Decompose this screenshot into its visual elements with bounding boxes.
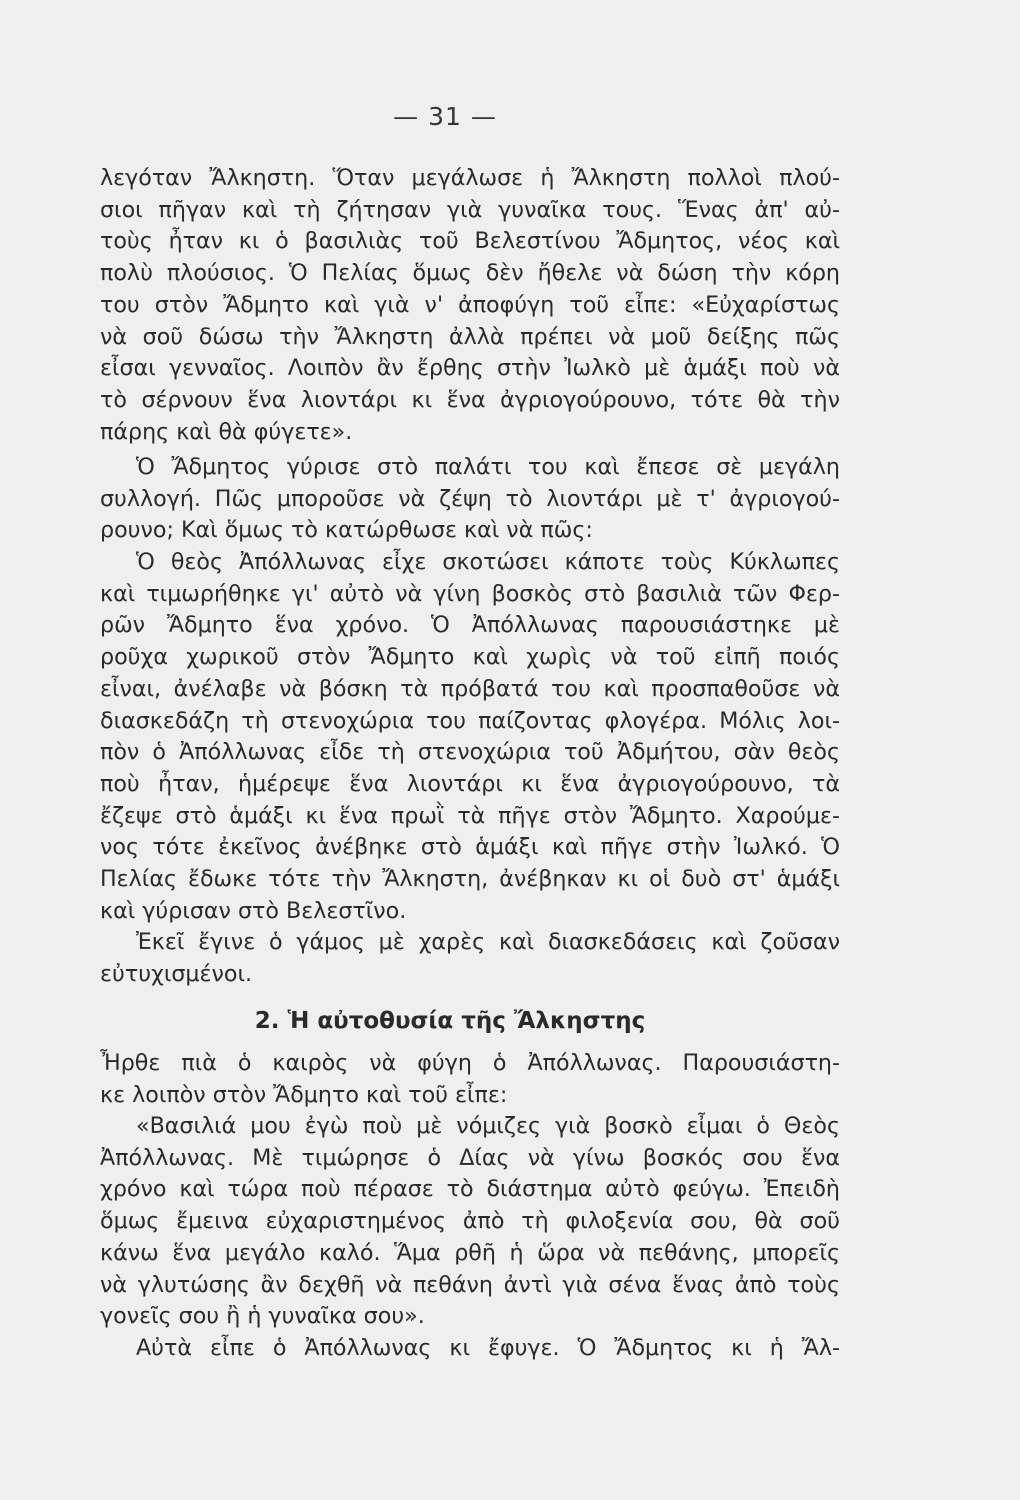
text-line: ποὺ ἦταν, ἡμέρεψε ἕνα λιοντάρι κι ἕνα ἀγριογούρουνο, τὰ [100,770,840,797]
text-line: Αὐτὰ εἶπε ὁ Ἀπόλλωνας κι ἔφυγε. Ὁ Ἄδμητος κι ἡ Ἄλ- [136,1335,840,1361]
text-line: νὰ σοῦ δώσω τὴν Ἄλκηστη ἀλλὰ πρέπει νὰ μοῦ δείξης πῶς [100,323,840,350]
text-line: χρόνο καὶ τώρα ποὺ πέρασε τὸ διάστημα αὐτὸ φεύγω. Ἐπειδὴ [100,1176,840,1203]
paragraph-4 [100,927,840,990]
text-line: πάρης καὶ θὰ φύγετε». [100,418,353,445]
paragraph-3 [100,547,840,927]
page-number: — 31 — [393,102,497,131]
text-line: ροῦχα χωρικοῦ στὸν Ἄδμητο καὶ χωρὶς νὰ τοῦ εἰπῆ ποιός [100,644,840,671]
paragraph-7 [100,1333,840,1365]
text-line: ἔζεψε στὸ ἁμάξι κι ἕνα πρωῒ τὰ πῆγε στὸν Ἄδμητο. Χαρούμε- [100,802,840,829]
text-line: πὸν ὁ Ἀπόλλωνας εἶδε τὴ στενοχώρια τοῦ Ἀδμήτου, σὰν θεὸς [100,739,840,766]
text-line: «Βασιλιά μου ἐγὼ ποὺ μὲ νόμιζες γιὰ βοσκὸ εἶμαι ὁ Θεὸς [136,1113,840,1139]
text-line: Ἀπόλλωνας. Μὲ τιμώρησε ὁ Δίας νὰ γίνω βοσκός σου ἕνα [100,1144,840,1171]
text-line: Ἐκεῖ ἔγινε ὁ γάμος μὲ χαρὲς καὶ διασκεδάσεις καὶ ζοῦσαν [136,929,840,955]
text-line: Ὁ Ἄδμητος γύρισε στὸ παλάτι του καὶ ἔπεσε σὲ μεγάλη [136,454,840,480]
paragraph-6 [100,1111,840,1333]
section-heading: 2. Ἡ αὐτοθυσία τῆς Ἄλκηστης [254,1008,646,1034]
text-line: καὶ γύρισαν στὸ Βελεστῖνο. [100,897,407,924]
text-line: ρῶν Ἄδμητο ἕνα χρόνο. Ὁ Ἀπόλλωνας παρουσιάστηκε μὲ [100,612,840,639]
text-line: εἶσαι γενναῖος. Λοιπὸν ἂν ἔρθης στὴν Ἰωλκὸ μὲ ἁμάξι ποὺ νὰ [100,355,840,382]
text-line: Πελίας ἔδωκε τότε τὴν Ἄλκηστη, ἀνέβηκαν κι οἱ δυὸ στ' ἁμάξι [100,866,840,893]
text-line: του στὸν Ἄδμητο καὶ γιὰ ν' ἀποφύγη τοῦ εἶπε: «Εὐχαρίστως [100,291,840,318]
text-line: λεγόταν Ἄλκηστη. Ὅταν μεγάλωσε ἡ Ἄλκηστη πολλοὶ πλού- [100,165,840,191]
text-line: κάνω ἕνα μεγάλο καλό. Ἅμα ρθῆ ἡ ὥρα νὰ πεθάνης, μπορεῖς [100,1239,840,1266]
text-line: Ὁ θεὸς Ἀπόλλωνας εἶχε σκοτώσει κάποτε τοὺς Κύκλωπες [136,549,840,575]
paragraph-5 [100,1048,840,1111]
text-line: τὸ σέρνουν ἕνα λιοντάρι κι ἕνα ἀγριογούρουνο, τότε θὰ τὴν [100,386,840,413]
text-line: διασκεδάζη τὴ στενοχώρια του παίζοντας φλογέρα. Μόλις λοι- [100,707,840,734]
text-line: εἶναι, ἀνέλαβε νὰ βόσκη τὰ πρόβατά του καὶ προσπαθοῦσε νὰ [100,675,840,702]
paragraph-1 [100,163,840,448]
text-line: συλλογή. Πῶς μποροῦσε νὰ ζέψη τὸ λιοντάρι μὲ τ' ἀγριογού- [100,485,840,512]
text-line: γονεῖς σου ἢ ἡ γυναῖκα σου». [100,1303,425,1330]
text-line: πολὺ πλούσιος. Ὁ Πελίας ὅμως δὲν ἤθελε νὰ δώση τὴν κόρη [100,260,840,287]
paragraph-2 [100,452,840,547]
text-line: σιοι πῆγαν καὶ τὴ ζήτησαν γιὰ γυναῖκα τους. Ἕνας ἀπ' αὐ- [100,196,840,223]
text-line: ρουνο; Καὶ ὅμως τὸ κατώρθωσε καὶ νὰ πῶς: [100,517,593,544]
text-line: Ἦρθε πιὰ ὁ καιρὸς νὰ φύγη ὁ Ἀπόλλωνας. Παρουσιάστη- [100,1050,840,1076]
text-line: νος τότε ἐκεῖνος ἀνέβηκε στὸ ἁμάξι καὶ πῆγε στὴν Ἰωλκό. Ὁ [100,834,840,861]
text-line: τοὺς ἦταν κι ὁ βασιλιὰς τοῦ Βελεστίνου Ἄδμητος, νέος καὶ [100,228,840,255]
text-line: κε λοιπὸν στὸν Ἄδμητο καὶ τοῦ εἶπε: [100,1081,508,1108]
text-line: καὶ τιμωρήθηκε γι' αὐτὸ νὰ γίνη βοσκὸς στὸ βασιλιὰ τῶν Φερ- [100,580,840,607]
text-line: νὰ γλυτώσης ἂν δεχθῆ νὰ πεθάνη ἀντὶ γιὰ σένα ἕνας ἀπὸ τοὺς [100,1271,840,1298]
text-line: ὅμως ἔμεινα εὐχαριστημένος ἀπὸ τὴ φιλοξενία σου, θὰ σοῦ [100,1208,840,1235]
text-line: εὐτυχισμένοι. [100,960,253,987]
